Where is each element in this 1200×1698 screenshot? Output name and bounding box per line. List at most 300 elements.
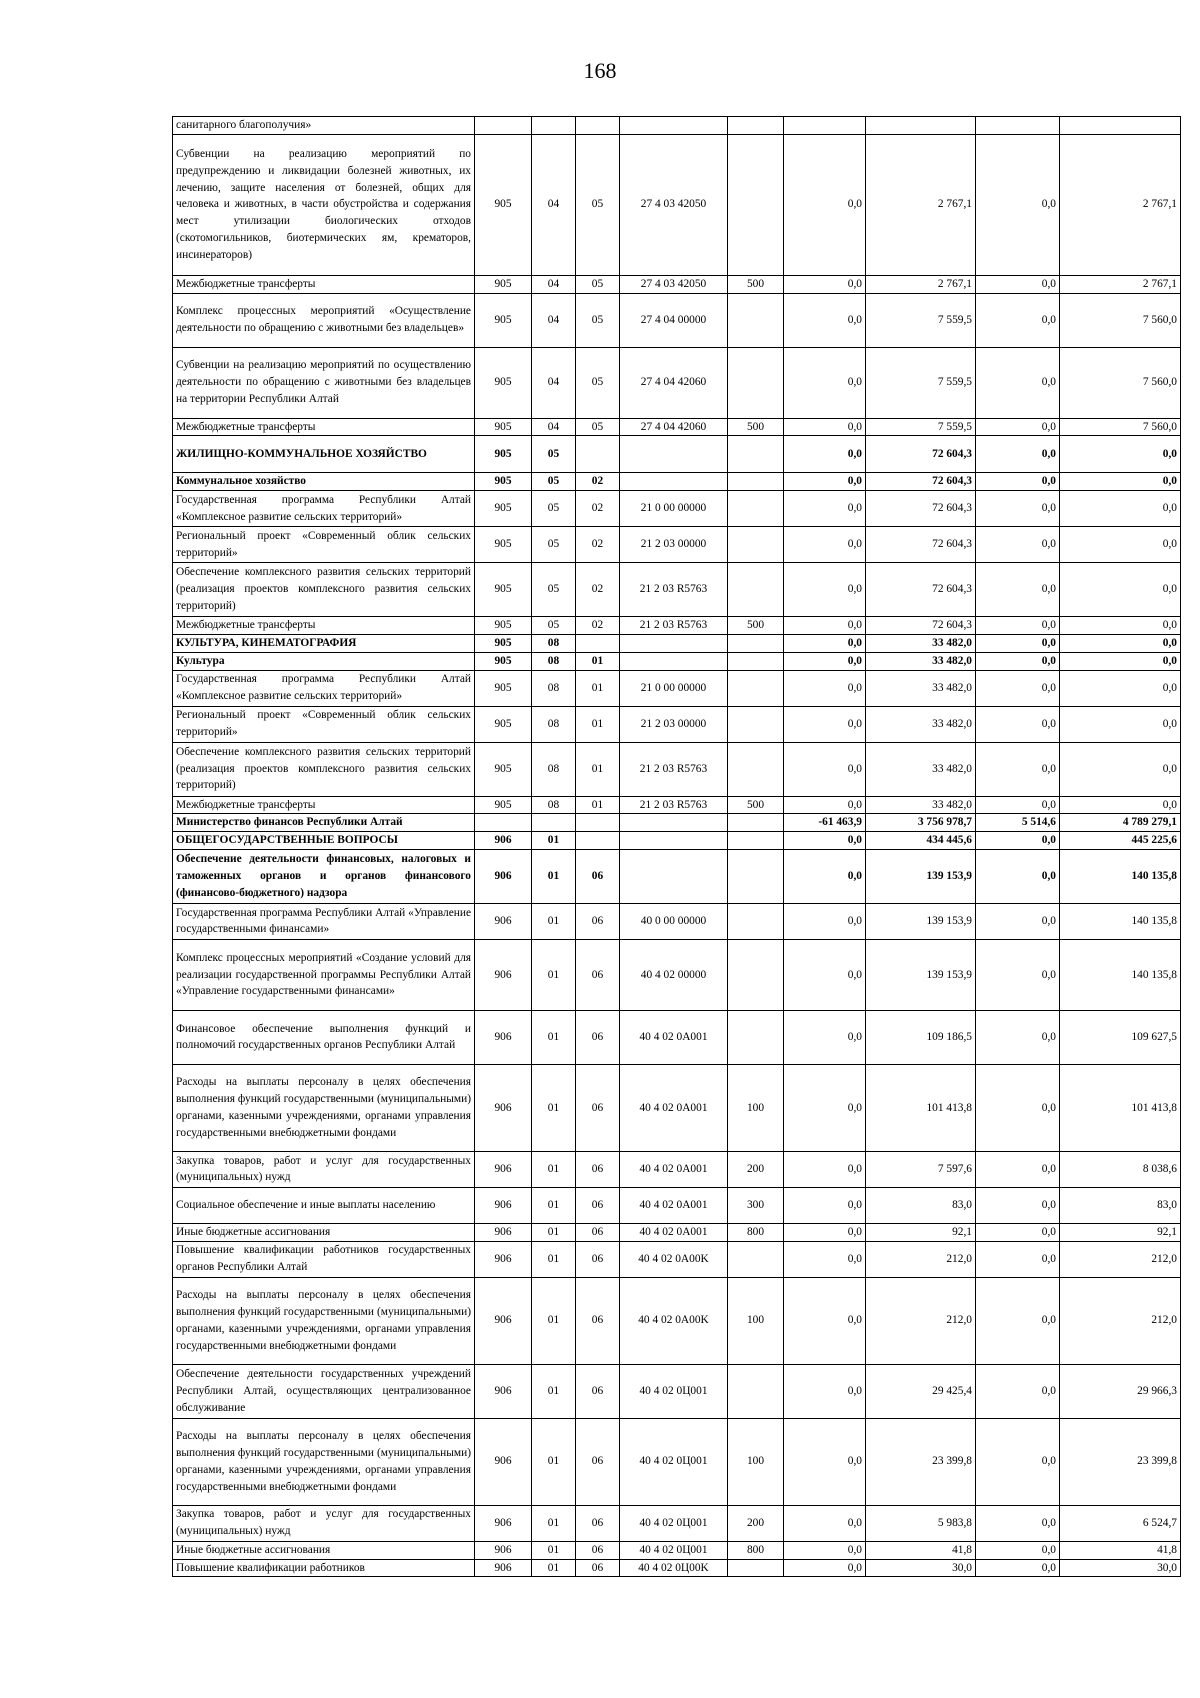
row-grbs-code: 906	[475, 1418, 532, 1505]
row-amount-4: 0,0	[1060, 527, 1181, 563]
row-amount-3: 0,0	[976, 418, 1060, 436]
row-name: Субвенции на реализацию мероприятий по предупреждению и ликвидации болезней животных, их лечению, защите населения от болезней, общих для человека и животных, в части обустройства и содержания мест утилизации биологических отходов (скотомогильников, биотермических ям, крематоров, инсинераторов)	[173, 134, 475, 275]
row-target-article: 27 4 03 42050	[620, 134, 728, 275]
row-grbs-code: 905	[475, 796, 532, 814]
row-amount-1: 0,0	[784, 832, 866, 850]
row-section-code: 01	[532, 1418, 576, 1505]
row-section-code: 04	[532, 418, 576, 436]
row-amount-4: 0,0	[1060, 436, 1181, 473]
budget-table-body	[173, 117, 1181, 1577]
table-row	[173, 473, 1181, 491]
row-name: Расходы на выплаты персоналу в целях обеспечения выполнения функций государственными (муниципальными) органами, казенными учреждениями, органами управления государственными внебюджетными фондами	[173, 1277, 475, 1364]
row-amount-4: 7 560,0	[1060, 418, 1181, 436]
row-expense-type: 100	[728, 1064, 784, 1151]
row-grbs-code: 905	[475, 742, 532, 796]
row-amount-2: 92,1	[866, 1223, 976, 1241]
row-subsection-code: 01	[576, 796, 620, 814]
row-grbs-code: 905	[475, 473, 532, 491]
row-expense-type	[728, 473, 784, 491]
row-amount-2: 7 559,5	[866, 347, 976, 418]
table-row	[173, 670, 1181, 706]
row-amount-1: 0,0	[784, 939, 866, 1010]
row-target-article: 40 4 02 0Ц00K	[620, 1559, 728, 1577]
row-amount-3: 0,0	[976, 617, 1060, 635]
row-amount-3: 0,0	[976, 527, 1060, 563]
row-amount-4: 0,0	[1060, 652, 1181, 670]
row-amount-3: 0,0	[976, 796, 1060, 814]
row-grbs-code: 906	[475, 903, 532, 939]
row-expense-type	[728, 293, 784, 347]
row-amount-4: 0,0	[1060, 796, 1181, 814]
row-subsection-code: 06	[576, 1559, 620, 1577]
row-expense-type	[728, 1364, 784, 1418]
row-expense-type	[728, 903, 784, 939]
row-section-code	[532, 117, 576, 135]
row-target-article	[620, 814, 728, 832]
row-target-article: 21 0 00 00000	[620, 670, 728, 706]
row-name: ЖИЛИЩНО-КОММУНАЛЬНОЕ ХОЗЯЙСТВО	[173, 436, 475, 473]
row-amount-1: 0,0	[784, 275, 866, 293]
row-amount-2: 434 445,6	[866, 832, 976, 850]
row-section-code: 01	[532, 1010, 576, 1064]
row-name: Расходы на выплаты персоналу в целях обеспечения выполнения функций государственными (муниципальными) органами, казенными учреждениями, органами управления государственными внебюджетными фондами	[173, 1064, 475, 1151]
row-amount-1: 0,0	[784, 849, 866, 903]
row-expense-type	[728, 117, 784, 135]
row-amount-4: 0,0	[1060, 634, 1181, 652]
row-section-code: 01	[532, 1541, 576, 1559]
row-section-code: 08	[532, 706, 576, 742]
row-subsection-code: 01	[576, 742, 620, 796]
row-section-code: 05	[532, 527, 576, 563]
row-amount-1: 0,0	[784, 1418, 866, 1505]
row-expense-type	[728, 347, 784, 418]
table-row	[173, 634, 1181, 652]
row-subsection-code: 06	[576, 1277, 620, 1364]
row-target-article	[620, 117, 728, 135]
row-amount-3: 0,0	[976, 1541, 1060, 1559]
row-target-article: 21 2 03 00000	[620, 706, 728, 742]
row-subsection-code: 06	[576, 1541, 620, 1559]
row-grbs-code: 906	[475, 1241, 532, 1277]
row-amount-4: 0,0	[1060, 706, 1181, 742]
row-amount-2: 29 425,4	[866, 1364, 976, 1418]
row-amount-4: 0,0	[1060, 742, 1181, 796]
row-grbs-code: 905	[475, 563, 532, 617]
table-row	[173, 832, 1181, 850]
row-subsection-code: 01	[576, 652, 620, 670]
row-name: Культура	[173, 652, 475, 670]
row-name: Субвенции на реализацию мероприятий по осуществлению деятельности по обращению с животными без владельцев на территории Республики Алтай	[173, 347, 475, 418]
row-subsection-code: 06	[576, 849, 620, 903]
row-amount-3: 0,0	[976, 634, 1060, 652]
row-amount-4: 2 767,1	[1060, 134, 1181, 275]
row-target-article	[620, 634, 728, 652]
row-subsection-code: 06	[576, 1151, 620, 1187]
row-grbs-code: 905	[475, 293, 532, 347]
row-subsection-code: 01	[576, 670, 620, 706]
row-amount-2: 2 767,1	[866, 134, 976, 275]
row-amount-2: 33 482,0	[866, 742, 976, 796]
row-name: Финансовое обеспечение выполнения функций и полномочий государственных органов Республики Алтай	[173, 1010, 475, 1064]
row-amount-3: 0,0	[976, 1187, 1060, 1223]
row-expense-type: 500	[728, 617, 784, 635]
row-expense-type: 200	[728, 1151, 784, 1187]
row-amount-4	[1060, 117, 1181, 135]
row-expense-type	[728, 1010, 784, 1064]
row-grbs-code: 905	[475, 347, 532, 418]
table-row	[173, 1064, 1181, 1151]
row-section-code: 04	[532, 293, 576, 347]
row-amount-3: 0,0	[976, 436, 1060, 473]
table-row	[173, 134, 1181, 275]
table-row	[173, 1187, 1181, 1223]
row-amount-1: 0,0	[784, 617, 866, 635]
row-section-code: 05	[532, 491, 576, 527]
row-grbs-code: 906	[475, 1541, 532, 1559]
row-name: Региональный проект «Современный облик сельских территорий»	[173, 527, 475, 563]
row-amount-1: 0,0	[784, 1541, 866, 1559]
row-amount-1: 0,0	[784, 1151, 866, 1187]
row-amount-3: 0,0	[976, 563, 1060, 617]
row-target-article: 21 0 00 00000	[620, 491, 728, 527]
row-section-code: 08	[532, 652, 576, 670]
row-grbs-code: 905	[475, 652, 532, 670]
row-subsection-code: 02	[576, 563, 620, 617]
row-amount-2: 139 153,9	[866, 849, 976, 903]
row-section-code: 05	[532, 617, 576, 635]
row-expense-type	[728, 563, 784, 617]
row-expense-type: 500	[728, 796, 784, 814]
row-amount-2: 72 604,3	[866, 563, 976, 617]
row-name: Иные бюджетные ассигнования	[173, 1541, 475, 1559]
row-section-code: 04	[532, 275, 576, 293]
row-target-article: 21 2 03 R5763	[620, 617, 728, 635]
row-amount-1: 0,0	[784, 670, 866, 706]
table-row	[173, 1418, 1181, 1505]
row-grbs-code: 906	[475, 939, 532, 1010]
row-target-article: 21 2 03 00000	[620, 527, 728, 563]
table-row	[173, 903, 1181, 939]
row-amount-4: 0,0	[1060, 491, 1181, 527]
row-subsection-code: 05	[576, 134, 620, 275]
row-grbs-code: 906	[475, 1223, 532, 1241]
row-amount-1: 0,0	[784, 1010, 866, 1064]
table-row	[173, 1277, 1181, 1364]
row-amount-2: 23 399,8	[866, 1418, 976, 1505]
row-amount-3: 0,0	[976, 473, 1060, 491]
table-row	[173, 563, 1181, 617]
row-section-code: 01	[532, 1364, 576, 1418]
row-grbs-code	[475, 117, 532, 135]
row-expense-type: 800	[728, 1223, 784, 1241]
row-name: Комплекс процессных мероприятий «Создание условий для реализации государственной программы Республики Алтай «Управление государственными финансами»	[173, 939, 475, 1010]
row-amount-3: 0,0	[976, 1241, 1060, 1277]
row-expense-type	[728, 436, 784, 473]
row-amount-4: 101 413,8	[1060, 1064, 1181, 1151]
row-amount-4: 7 560,0	[1060, 347, 1181, 418]
row-name: Повышение квалификации работников государственных органов Республики Алтай	[173, 1241, 475, 1277]
row-grbs-code: 905	[475, 617, 532, 635]
row-name: Министерство финансов Республики Алтай	[173, 814, 475, 832]
table-row	[173, 1505, 1181, 1541]
row-amount-3: 0,0	[976, 1418, 1060, 1505]
row-amount-1: 0,0	[784, 706, 866, 742]
row-amount-3: 0,0	[976, 706, 1060, 742]
row-amount-2: 2 767,1	[866, 275, 976, 293]
row-subsection-code: 05	[576, 275, 620, 293]
row-amount-2: 7 559,5	[866, 293, 976, 347]
row-expense-type	[728, 849, 784, 903]
row-amount-1: 0,0	[784, 652, 866, 670]
row-target-article: 27 4 03 42050	[620, 275, 728, 293]
row-section-code: 01	[532, 1151, 576, 1187]
row-amount-4: 7 560,0	[1060, 293, 1181, 347]
row-grbs-code: 906	[475, 1364, 532, 1418]
row-target-article: 27 4 04 00000	[620, 293, 728, 347]
row-subsection-code: 02	[576, 491, 620, 527]
row-subsection-code: 06	[576, 1064, 620, 1151]
row-expense-type	[728, 939, 784, 1010]
row-expense-type	[728, 134, 784, 275]
row-name: Коммунальное хозяйство	[173, 473, 475, 491]
row-name: Государственная программа Республики Алтай «Комплексное развитие сельских территорий»	[173, 670, 475, 706]
row-expense-type	[728, 634, 784, 652]
row-grbs-code: 905	[475, 670, 532, 706]
row-amount-1: 0,0	[784, 1241, 866, 1277]
row-target-article	[620, 652, 728, 670]
row-amount-4: 29 966,3	[1060, 1364, 1181, 1418]
row-name: Межбюджетные трансферты	[173, 796, 475, 814]
row-target-article: 40 4 02 0A00K	[620, 1277, 728, 1364]
row-amount-1: 0,0	[784, 903, 866, 939]
row-grbs-code: 906	[475, 1277, 532, 1364]
row-subsection-code: 02	[576, 617, 620, 635]
row-amount-3: 0,0	[976, 347, 1060, 418]
row-subsection-code: 06	[576, 1010, 620, 1064]
row-section-code: 04	[532, 134, 576, 275]
row-subsection-code	[576, 814, 620, 832]
row-amount-4: 445 225,6	[1060, 832, 1181, 850]
table-row	[173, 1241, 1181, 1277]
row-amount-2: 5 983,8	[866, 1505, 976, 1541]
row-name: Повышение квалификации работников	[173, 1559, 475, 1577]
row-amount-4: 140 135,8	[1060, 939, 1181, 1010]
table-row	[173, 652, 1181, 670]
table-row	[173, 1559, 1181, 1577]
row-expense-type: 500	[728, 418, 784, 436]
row-name: Закупка товаров, работ и услуг для государственных (муниципальных) нужд	[173, 1151, 475, 1187]
row-amount-4: 140 135,8	[1060, 849, 1181, 903]
row-name: Межбюджетные трансферты	[173, 275, 475, 293]
row-amount-2: 72 604,3	[866, 527, 976, 563]
row-subsection-code: 06	[576, 1187, 620, 1223]
row-amount-4: 0,0	[1060, 617, 1181, 635]
row-amount-4: 92,1	[1060, 1223, 1181, 1241]
row-name: Межбюджетные трансферты	[173, 418, 475, 436]
row-amount-2: 101 413,8	[866, 1064, 976, 1151]
row-subsection-code	[576, 117, 620, 135]
row-amount-3: 0,0	[976, 670, 1060, 706]
row-amount-4: 23 399,8	[1060, 1418, 1181, 1505]
row-amount-2: 30,0	[866, 1559, 976, 1577]
budget-table	[172, 116, 1181, 1577]
row-expense-type: 300	[728, 1187, 784, 1223]
row-target-article: 40 4 02 0Ц001	[620, 1505, 728, 1541]
row-amount-1: 0,0	[784, 796, 866, 814]
row-amount-1: 0,0	[784, 527, 866, 563]
row-amount-4: 83,0	[1060, 1187, 1181, 1223]
row-target-article: 40 4 02 0A001	[620, 1187, 728, 1223]
row-section-code: 01	[532, 939, 576, 1010]
row-amount-1: 0,0	[784, 563, 866, 617]
row-amount-2: 3 756 978,7	[866, 814, 976, 832]
row-amount-1: 0,0	[784, 418, 866, 436]
row-amount-1: 0,0	[784, 347, 866, 418]
row-section-code: 05	[532, 473, 576, 491]
row-name: ОБЩЕГОСУДАРСТВЕННЫЕ ВОПРОСЫ	[173, 832, 475, 850]
row-target-article: 21 2 03 R5763	[620, 563, 728, 617]
row-grbs-code: 905	[475, 418, 532, 436]
table-row	[173, 849, 1181, 903]
row-amount-3: 0,0	[976, 1223, 1060, 1241]
row-subsection-code: 06	[576, 939, 620, 1010]
table-row	[173, 1010, 1181, 1064]
row-target-article: 40 4 02 0Ц001	[620, 1541, 728, 1559]
row-section-code: 08	[532, 634, 576, 652]
row-grbs-code: 905	[475, 527, 532, 563]
table-row	[173, 1364, 1181, 1418]
row-amount-4: 6 524,7	[1060, 1505, 1181, 1541]
row-subsection-code: 06	[576, 1364, 620, 1418]
table-row	[173, 275, 1181, 293]
row-target-article: 27 4 04 42060	[620, 418, 728, 436]
table-row	[173, 527, 1181, 563]
row-amount-3: 0,0	[976, 939, 1060, 1010]
row-section-code: 05	[532, 563, 576, 617]
row-section-code: 01	[532, 1187, 576, 1223]
row-subsection-code: 06	[576, 1223, 620, 1241]
row-target-article	[620, 849, 728, 903]
row-amount-1: 0,0	[784, 1277, 866, 1364]
row-amount-3: 0,0	[976, 1010, 1060, 1064]
row-section-code: 01	[532, 849, 576, 903]
row-amount-1	[784, 117, 866, 135]
row-grbs-code: 906	[475, 1559, 532, 1577]
row-section-code: 01	[532, 1241, 576, 1277]
row-amount-3: 0,0	[976, 491, 1060, 527]
row-amount-4: 0,0	[1060, 563, 1181, 617]
row-section-code: 01	[532, 832, 576, 850]
row-amount-2: 41,8	[866, 1541, 976, 1559]
row-amount-1: 0,0	[784, 742, 866, 796]
row-target-article: 21 2 03 R5763	[620, 796, 728, 814]
row-amount-1: 0,0	[784, 1364, 866, 1418]
row-expense-type	[728, 1559, 784, 1577]
row-target-article: 40 4 02 0A001	[620, 1223, 728, 1241]
row-expense-type: 800	[728, 1541, 784, 1559]
row-amount-3: 0,0	[976, 1064, 1060, 1151]
row-amount-3: 0,0	[976, 742, 1060, 796]
row-grbs-code: 905	[475, 634, 532, 652]
table-row	[173, 1541, 1181, 1559]
table-row	[173, 418, 1181, 436]
row-name: Иные бюджетные ассигнования	[173, 1223, 475, 1241]
row-amount-4: 0,0	[1060, 670, 1181, 706]
row-amount-2: 33 482,0	[866, 706, 976, 742]
row-target-article: 40 4 02 0A00K	[620, 1241, 728, 1277]
table-row	[173, 436, 1181, 473]
table-row	[173, 347, 1181, 418]
table-row	[173, 939, 1181, 1010]
table-row	[173, 293, 1181, 347]
table-row	[173, 1151, 1181, 1187]
row-amount-1: 0,0	[784, 1187, 866, 1223]
row-amount-2: 72 604,3	[866, 617, 976, 635]
row-subsection-code: 06	[576, 1241, 620, 1277]
row-expense-type: 200	[728, 1505, 784, 1541]
row-name: Государственная программа Республики Алтай «Управление государственными финансами»	[173, 903, 475, 939]
row-amount-4: 30,0	[1060, 1559, 1181, 1577]
row-target-article: 40 4 02 0A001	[620, 1064, 728, 1151]
row-amount-1: 0,0	[784, 1505, 866, 1541]
row-amount-2: 72 604,3	[866, 473, 976, 491]
row-amount-3: 0,0	[976, 275, 1060, 293]
row-expense-type	[728, 814, 784, 832]
row-amount-3: 0,0	[976, 1559, 1060, 1577]
row-grbs-code: 905	[475, 436, 532, 473]
row-amount-3: 0,0	[976, 293, 1060, 347]
row-amount-3: 0,0	[976, 652, 1060, 670]
row-target-article: 40 4 02 0Ц001	[620, 1418, 728, 1505]
row-subsection-code: 02	[576, 473, 620, 491]
row-amount-3: 5 514,6	[976, 814, 1060, 832]
row-amount-2: 7 597,6	[866, 1151, 976, 1187]
row-name: Комплекс процессных мероприятий «Осуществление деятельности по обращению с животными без владельцев»	[173, 293, 475, 347]
row-grbs-code: 905	[475, 706, 532, 742]
row-amount-2: 33 482,0	[866, 634, 976, 652]
row-section-code: 01	[532, 1064, 576, 1151]
row-target-article: 40 4 02 0Ц001	[620, 1364, 728, 1418]
table-row	[173, 814, 1181, 832]
row-expense-type	[728, 670, 784, 706]
row-expense-type	[728, 491, 784, 527]
row-amount-4: 212,0	[1060, 1241, 1181, 1277]
row-amount-3: 0,0	[976, 134, 1060, 275]
row-name: Закупка товаров, работ и услуг для государственных (муниципальных) нужд	[173, 1505, 475, 1541]
row-section-code: 08	[532, 796, 576, 814]
row-section-code: 01	[532, 903, 576, 939]
row-amount-3: 0,0	[976, 1364, 1060, 1418]
row-amount-2: 33 482,0	[866, 796, 976, 814]
table-row	[173, 796, 1181, 814]
row-section-code: 08	[532, 670, 576, 706]
row-name: Межбюджетные трансферты	[173, 617, 475, 635]
row-amount-2: 212,0	[866, 1277, 976, 1364]
row-section-code: 01	[532, 1559, 576, 1577]
row-target-article	[620, 832, 728, 850]
row-amount-1: 0,0	[784, 1223, 866, 1241]
row-grbs-code: 906	[475, 1010, 532, 1064]
row-amount-2: 72 604,3	[866, 436, 976, 473]
row-subsection-code: 05	[576, 293, 620, 347]
row-grbs-code: 906	[475, 832, 532, 850]
row-section-code: 01	[532, 1505, 576, 1541]
table-row	[173, 742, 1181, 796]
row-target-article: 40 4 02 0A001	[620, 1151, 728, 1187]
row-amount-3: 0,0	[976, 903, 1060, 939]
row-amount-4: 8 038,6	[1060, 1151, 1181, 1187]
row-name: Обеспечение комплексного развития сельских территорий (реализация проектов комплексного развития сельских территорий)	[173, 742, 475, 796]
